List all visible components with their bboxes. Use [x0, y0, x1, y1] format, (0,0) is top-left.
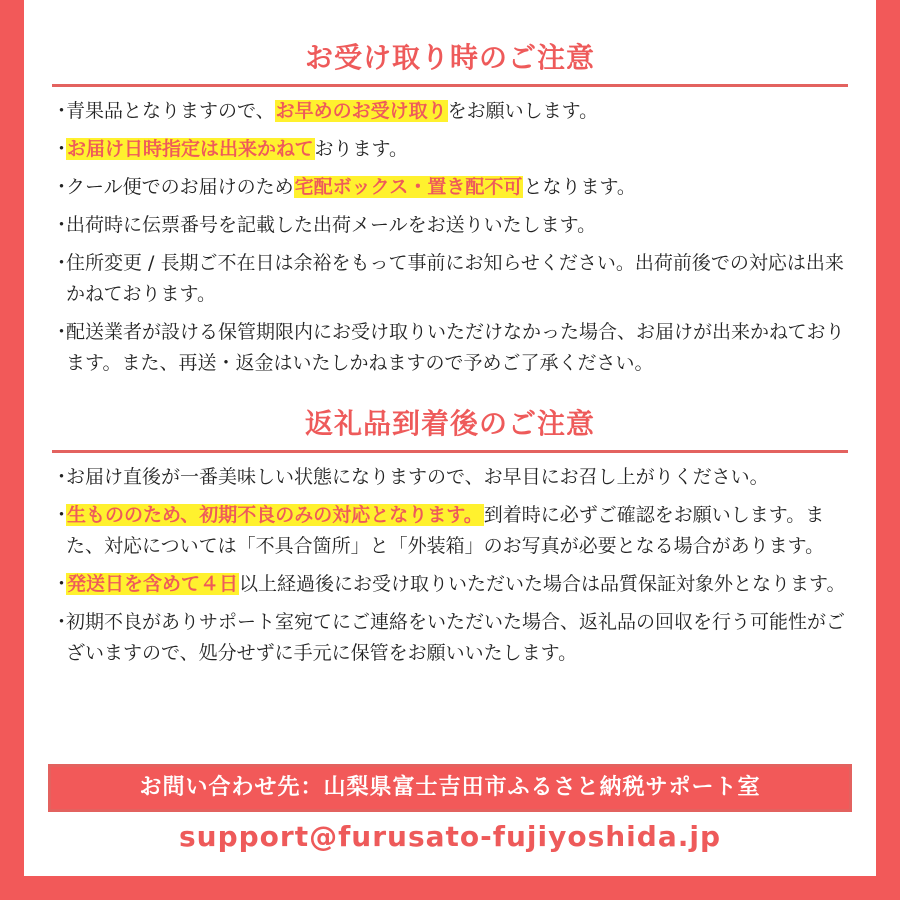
highlight-text: 生もののため、初期不良のみの対応となります。: [67, 504, 483, 526]
list-item: [52, 500, 852, 562]
list-item: [52, 607, 852, 669]
notice-card: [24, 0, 876, 876]
note-text: となります。: [523, 176, 636, 198]
highlight-text: お届け日時指定は出来かねて: [67, 138, 314, 160]
note-text: 以上経過後にお受け取りいただいた場合は品質保証対象外となります。: [239, 573, 846, 595]
bullet-mark: ・: [52, 611, 72, 633]
note-text: おります。: [314, 138, 409, 160]
bullet-mark: ・: [52, 466, 72, 488]
list-item: [52, 96, 852, 127]
contact-banner: お問い合わせ先：山梨県富士吉田市ふるさと納税サポート室: [48, 764, 852, 812]
bullet-mark: ・: [52, 214, 72, 236]
note-text: 到着時に必ずご確認をお願いします。また、対応については「不具合箇所」と「外装箱」のお写真が必要となる場合があります。: [66, 504, 825, 557]
highlight-text: お早めのお受け取り: [275, 100, 447, 122]
bullet-mark: ・: [52, 504, 72, 526]
support-email-link[interactable]: support@furusato-fujiyoshida.jp: [179, 820, 721, 853]
bullet-mark: ・: [52, 252, 72, 274]
receipt-notice-title: お受け取り時のご注意: [52, 36, 848, 87]
note-text: 初期不良がありサポート室宛てにご連絡をいただいた場合、返礼品の回収を行う可能性がございますので、処分せずに手元に保管をお願いいたします。: [66, 611, 846, 664]
note-text: 出荷時に伝票番号を記載した出荷メールをお送りいたします。: [66, 214, 597, 236]
list-item: [52, 462, 852, 493]
highlight-text: 発送日を含めて４日: [67, 573, 239, 595]
list-item: [52, 172, 852, 203]
note-text: をお願いします。: [447, 100, 599, 122]
receipt-notice-list: [52, 96, 852, 386]
list-item: [52, 134, 852, 165]
list-item: [52, 317, 852, 379]
note-text: 住所変更 / 長期ご不在日は余裕をもって事前にお知らせください。出荷前後での対応は出来かねております。: [66, 252, 844, 305]
highlight-text: 宅配ボックス・置き配不可: [294, 176, 523, 198]
bullet-mark: ・: [52, 176, 72, 198]
bullet-mark: ・: [52, 573, 72, 595]
list-item: [52, 210, 852, 241]
arrival-notice-list: [52, 462, 852, 676]
bullet-mark: ・: [52, 138, 72, 160]
list-item: [52, 569, 852, 600]
note-text: 青果品となりますので、: [66, 100, 275, 122]
note-text: 配送業者が設ける保管期限内にお受け取りいただけなかった場合、お届けが出来かねております。また、再送・返金はいたしかねますので予めご了承ください。: [66, 321, 845, 374]
list-item: [52, 248, 852, 310]
arrival-notice-title: 返礼品到着後のご注意: [52, 402, 848, 453]
note-text: クール便でのお届けのため: [66, 176, 294, 198]
bullet-mark: ・: [52, 321, 72, 343]
bullet-mark: ・: [52, 100, 72, 122]
note-text: お届け直後が一番美味しい状態になりますので、お早目にお召し上がりください。: [66, 466, 769, 488]
